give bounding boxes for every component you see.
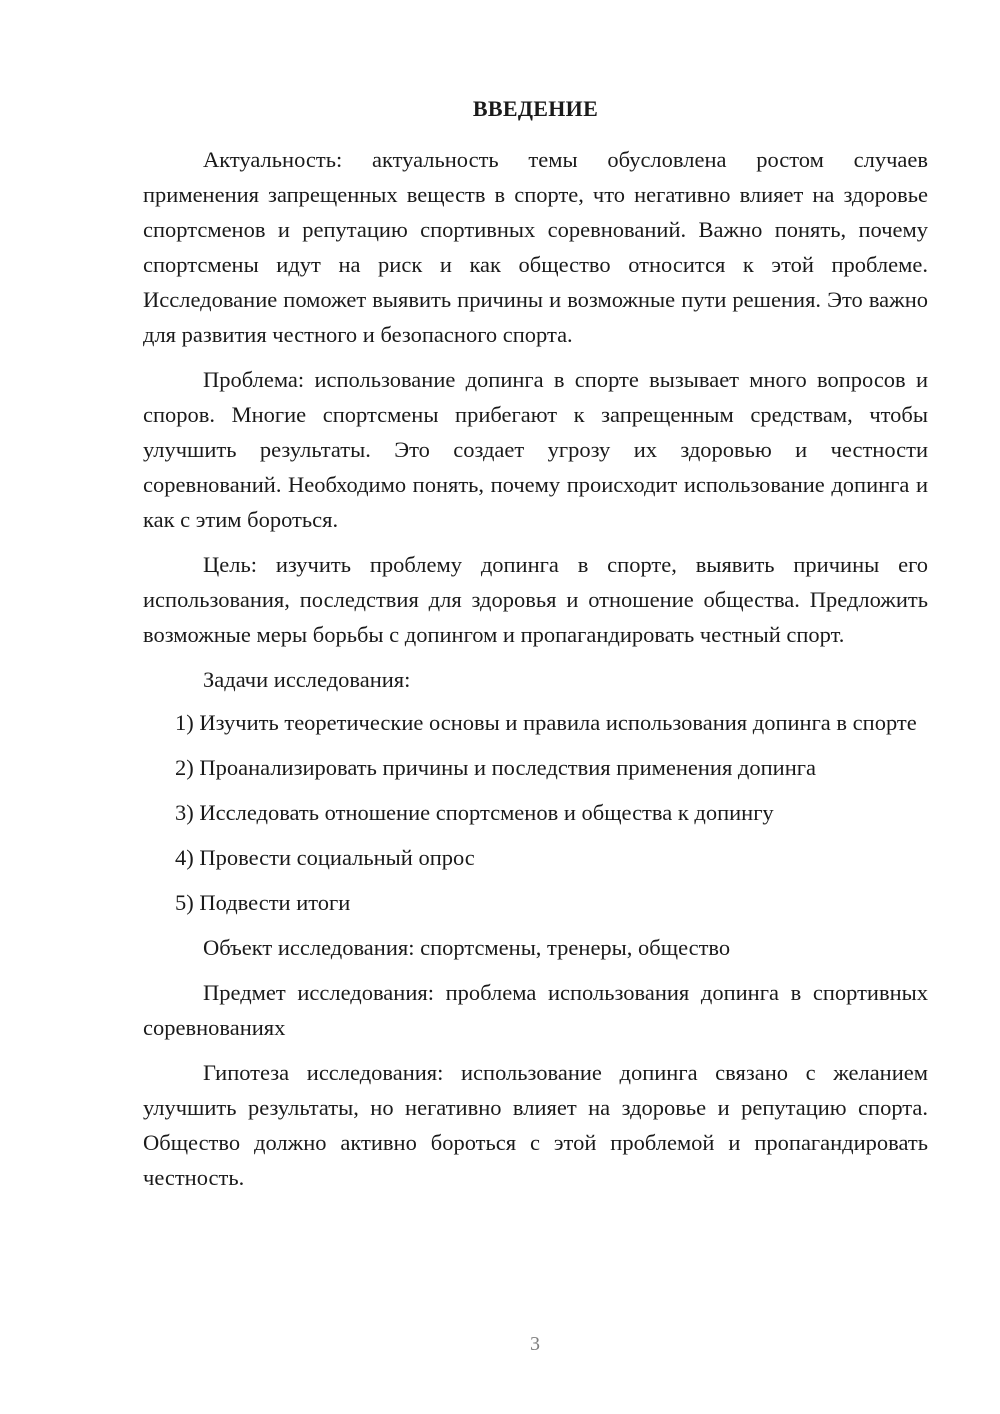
page-number: 3 (530, 1333, 540, 1355)
list-item: 4) Провести социальный опрос (175, 845, 475, 870)
list-item: 5) Подвести итоги (175, 890, 351, 915)
paragraph-hypothesis: Гипотеза исследования: использование допинга связано с желанием улучшить результаты, но негативно влияет на здоровье и репутацию спорта. Общество должно активно бороться с этой проблемой и пропагандировать честность. (143, 1060, 928, 1190)
list-item: 2) Проанализировать причины и последствия применения допинга (175, 755, 816, 780)
paragraph-relevance: Актуальность: актуальность темы обусловлена ростом случаев применения запрещенных веществ в спорте, что негативно влияет на здоровье спортсменов и репутацию спортивных соревнований. Важно понять, почему спортсмены идут на риск и как общество относится к этой проблеме. Исследование поможет выявить причины и возможные пути решения. Это важно для развития честного и безопасного спорта. (143, 147, 928, 347)
document-page (143, 94, 928, 1205)
paragraph-object: Объект исследования: спортсмены, тренеры, общество (203, 935, 731, 960)
paragraph-subject: Предмет исследования: проблема использования допинга в спортивных соревнованиях (143, 980, 928, 1040)
list-item: 3) Исследовать отношение спортсменов и общества к допингу (175, 800, 774, 825)
tasks-list (143, 705, 928, 920)
document-heading: ВВЕДЕНИЕ (472, 96, 599, 121)
list-item: 1) Изучить теоретические основы и правила использования допинга в спорте (175, 710, 917, 735)
paragraph-goal: Цель: изучить проблему допинга в спорте, выявить причины его использования, последствия для здоровья и отношение общества. Предложить возможные меры борьбы с допингом и пропагандировать честный спорт. (143, 552, 928, 647)
paragraph-tasks-title: Задачи исследования: (203, 667, 411, 692)
paragraph-problem: Проблема: использование допинга в спорте вызывает много вопросов и споров. Многие спортсмены прибегают к запрещенным средствам, чтобы улучшить результаты. Это создает угрозу их здоровью и честности соревнований. Необходимо понять, почему происходит использование допинга и как с этим бороться. (143, 367, 928, 532)
